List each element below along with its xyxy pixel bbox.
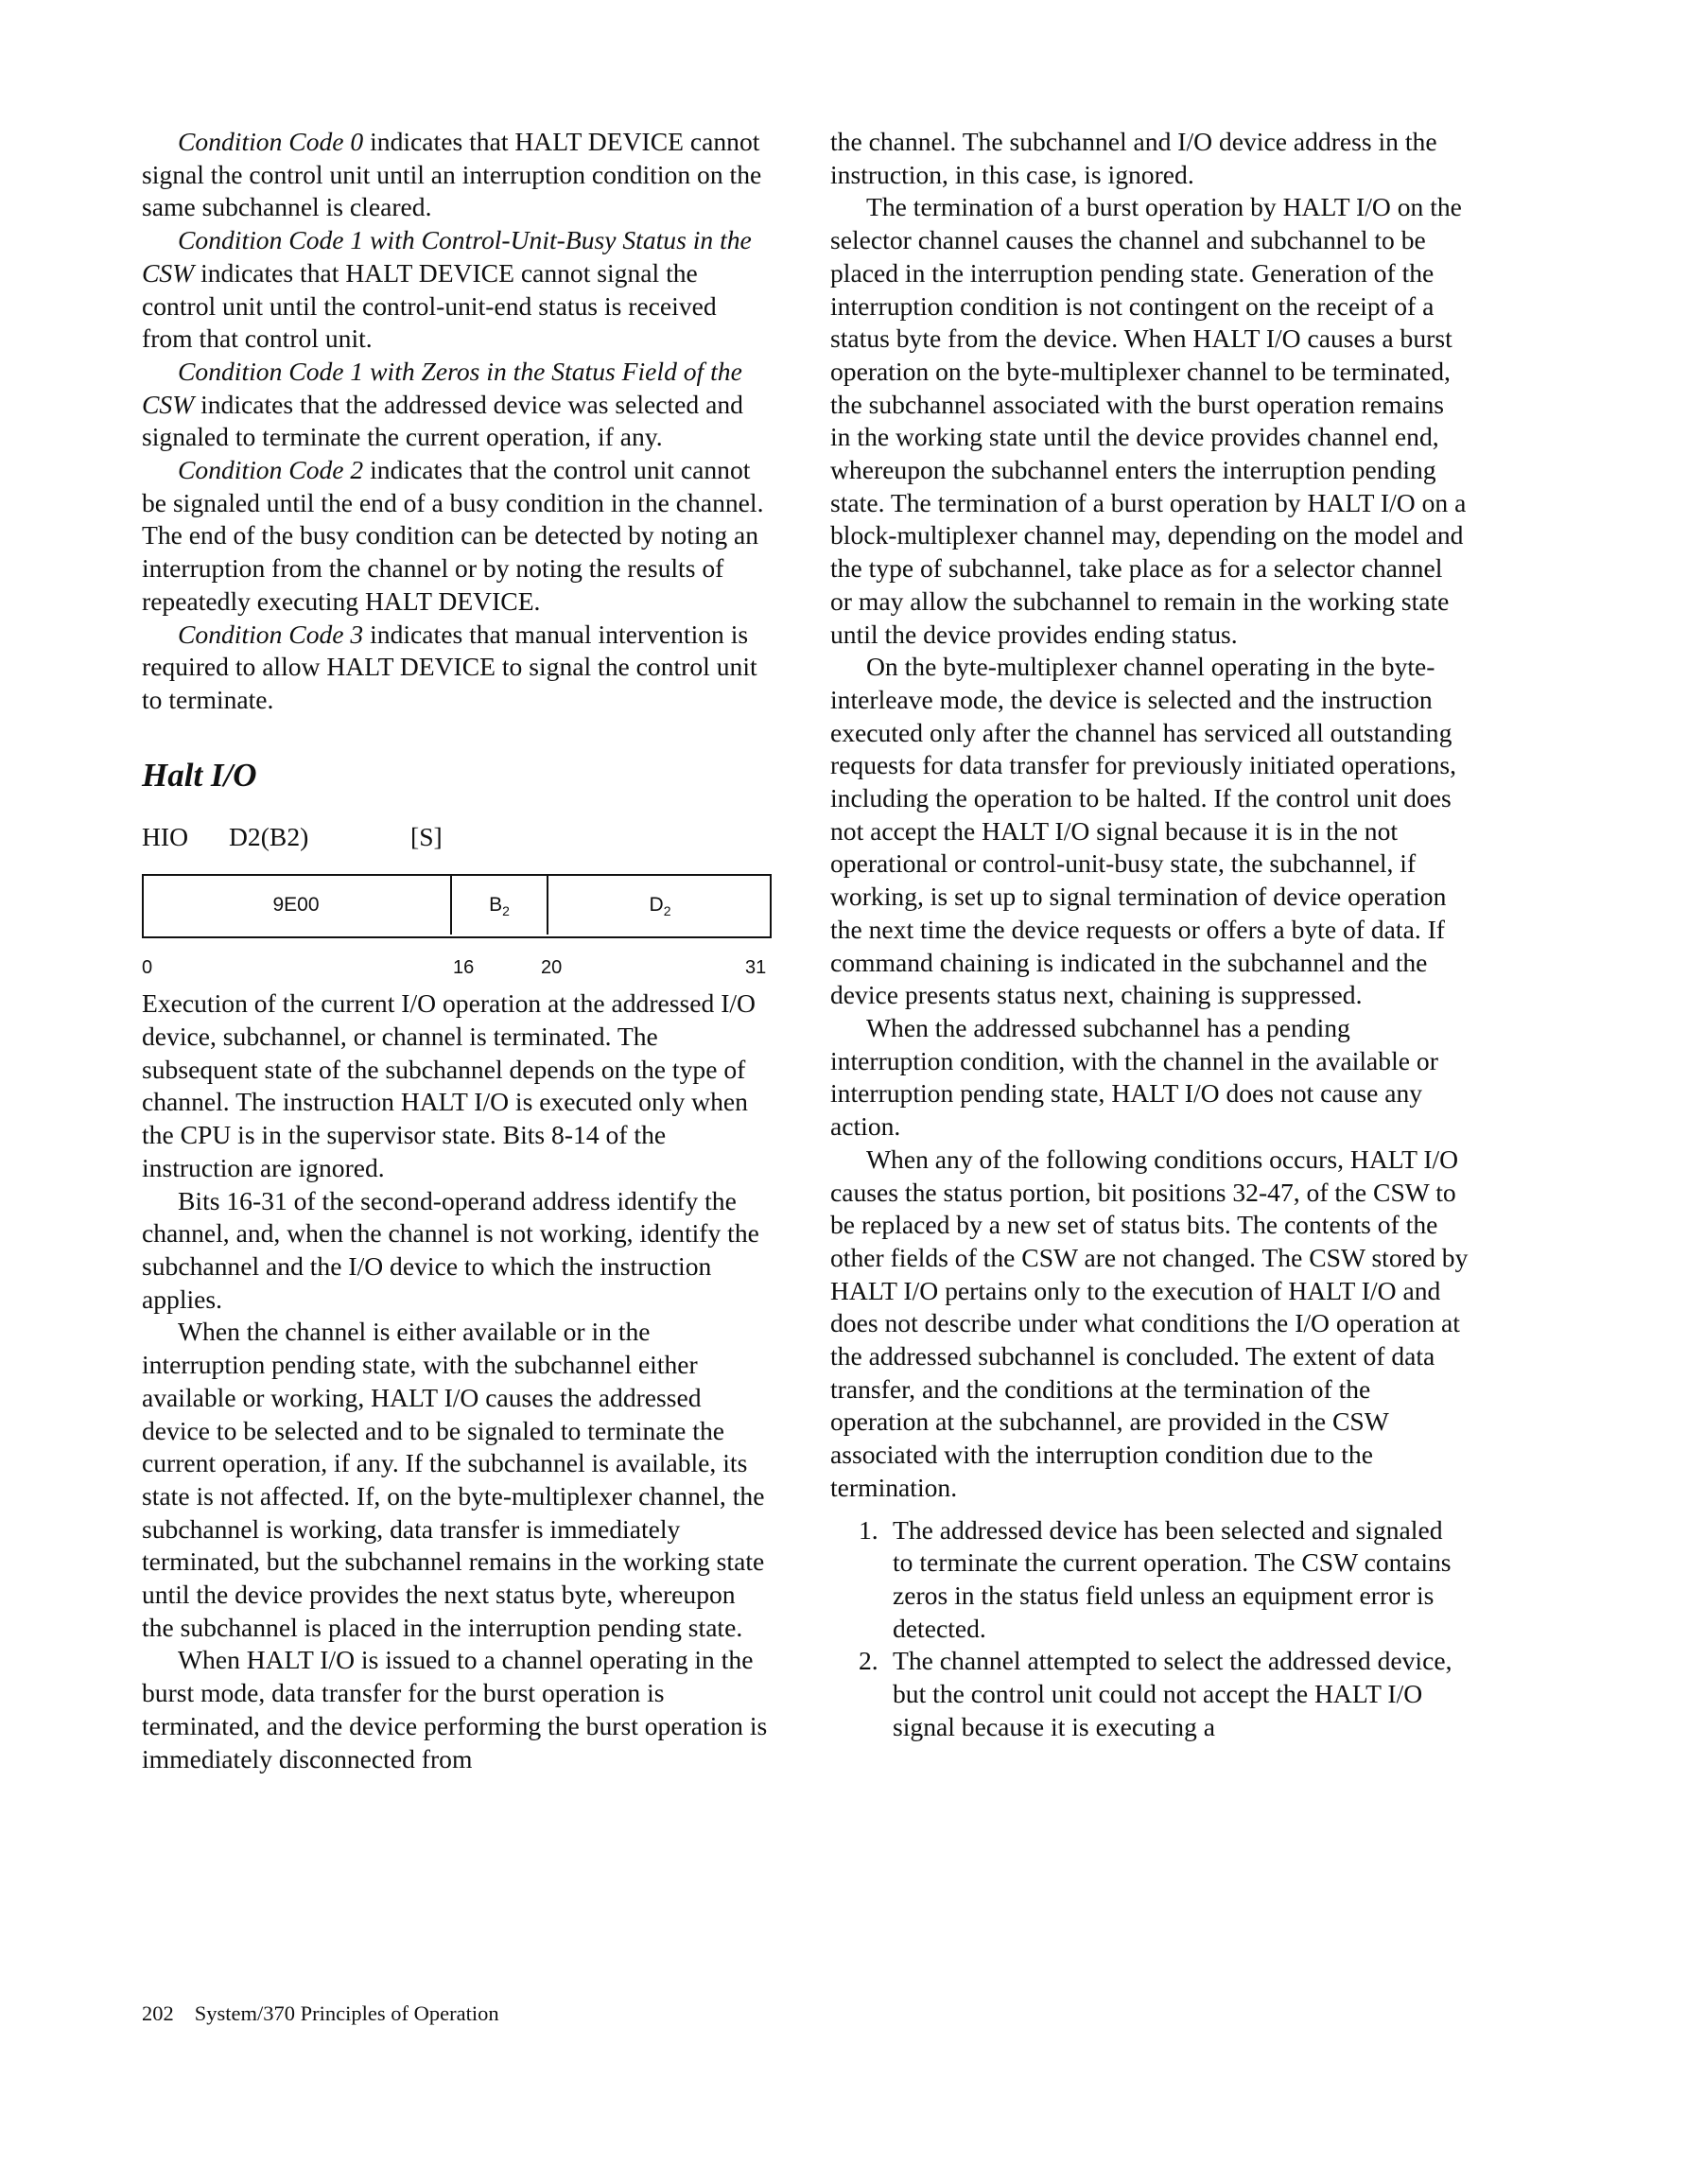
bit-label-0: 0 xyxy=(142,957,153,979)
right-column xyxy=(830,126,1469,1743)
status-conditions-paragraph: When any of the following conditions occurs, HALT I/O causes the status portion, bit positions 32-47, of the CSW to be replaced by a new set of status bits. The contents of the other fields of the CSW are not changed. The CSW stored by HALT I/O pertains only to the execution of HALT I/O and does not describe under what conditions the I/O operation at the addressed subchannel is concluded. The extent of data transfer, and the conditions at the termination of the operation at the subchannel, are provided in the CSW associated with the interruption condition due to the termination. xyxy=(830,1144,1469,1502)
cc3-text: indicates that manual intervention is required to allow HALT DEVICE to signal the control unit to terminate. xyxy=(142,619,757,714)
format-b2-field xyxy=(452,889,547,928)
b2-letter: B xyxy=(489,894,503,917)
cc1-zeros-lead: Condition Code 1 with Zeros in the Status Field of the CSW xyxy=(142,356,742,419)
cc3-lead: Condition Code 3 xyxy=(178,619,364,649)
list-item-text: The addressed device has been selected and signaled to terminate the current operation. The CSW contains zeros in the status field unless an equipment error is detected. xyxy=(893,1514,1452,1643)
format-d2-field xyxy=(548,889,772,928)
bit-label-31: 31 xyxy=(745,957,767,979)
cc2-text: indicates that the control unit cannot be signaled until the end of a busy condition in the channel. The end of the busy condition can be detected by noting an interruption from the channel or by noting the results of repeatedly executing HALT DEVICE. xyxy=(142,455,764,616)
list-item-text: The channel attempted to select the addressed device, but the control unit could not accept the HALT I/O signal because it is executing a xyxy=(893,1646,1452,1741)
bits-paragraph: Bits 16-31 of the second-operand address identify the channel, and, when the channel is not working, identify the subchannel and the I/O device to which the instruction applies. xyxy=(142,1185,759,1314)
syntax-operand: D2(B2) xyxy=(229,821,309,851)
footer-title: System/370 Principles of Operation xyxy=(194,2001,499,2025)
page-footer xyxy=(142,2001,520,2026)
channel-available-paragraph: When the channel is either available or in the interruption pending state, with the subchannel either available or working, HALT I/O causes the addressed device to be selected and to be signaled to terminate the current operation, if any. If the subchannel is available, its state is not affected. If, on the byte-multiplexer channel, the subchannel is working, data transfer is immediately terminated, but the subchannel remains in the working state until the device provides the next status byte, whereupon the subchannel is placed in the interruption pending state. xyxy=(142,1317,765,1642)
cc0-paragraph xyxy=(142,126,774,224)
cc1-busy-text: indicates that HALT DEVICE cannot signal the control unit until the control-unit-end status is received from that control unit. xyxy=(142,257,717,354)
continued-paragraph: the channel. The subchannel and I/O device address in the instruction, in this case, is ignored. xyxy=(830,127,1437,189)
byte-interleave-paragraph: On the byte-multiplexer channel operating in the byte-interleave mode, the device is selected and the instruction executed only after the channel has serviced all outstanding requests for data transfer for previously initiated operations, including the operation to be halted. If the control unit does not accept the HALT I/O signal because it is in the not operational or control-unit-busy state, the subchannel, if working, is set up to signal termination of device operation the next time the device requests or offers a byte of data. If command chaining is indicated in the subchannel and the device presents status next, chaining is suppressed. xyxy=(830,652,1457,1010)
conditions-list xyxy=(830,1514,1469,1744)
burst-mode-paragraph: When HALT I/O is issued to a channel operating in the burst mode, data transfer for the burst operation is terminated, and the device performing the burst operation is immediately disconnected from xyxy=(142,1645,768,1773)
cc0-lead: Condition Code 0 xyxy=(178,127,364,156)
burst-termination-paragraph: The termination of a burst operation by HALT I/O on the selector channel causes the channel and subchannel to be placed in the interruption pending state. Generation of the interruption condition is not contingent on the receipt of a status byte from the device. When HALT I/O causes a burst operation on the byte-multiplexer channel to be terminated, the subchannel associated with the burst operation remains in the working state until the device provides channel end, whereupon the subchannel enters the interruption pending state. The termination of a burst operation by HALT I/O on a block-multiplexer channel may, depending on the model and the type of subchannel, take place as for a selector channel or may allow the subchannel to remain in the working state until the device provides ending status. xyxy=(830,192,1467,649)
page-number: 202 xyxy=(142,2001,174,2025)
cc2-lead: Condition Code 2 xyxy=(178,455,364,485)
pending-interruption-paragraph: When the addressed subchannel has a pending interruption condition, with the channel in the available or interruption pending state, HALT I/O does not cause any action. xyxy=(830,1012,1438,1142)
left-column xyxy=(142,126,774,1775)
bit-label-20: 20 xyxy=(541,957,563,979)
bit-label-16: 16 xyxy=(453,957,475,979)
cc0-text: indicates that HALT DEVICE cannot signal the control unit until an interruption condition on the same subchannel is cleared. xyxy=(142,127,762,222)
cc2-paragraph xyxy=(142,454,774,619)
section-heading: Halt I/O xyxy=(142,756,257,794)
syntax-flag: [S] xyxy=(410,821,443,851)
syntax-mnemonic: HIO xyxy=(142,821,189,851)
list-item-number: 2. xyxy=(859,1646,878,1676)
format-opcode-field: 9E00 xyxy=(272,894,320,917)
cc1-zeros-paragraph xyxy=(142,356,774,454)
execution-paragraph: Execution of the current I/O operation at the addressed I/O device, subchannel, or channel is terminated. The subsequent state of the subchannel depends on the type of channel. The instruction HALT I/O is executed only when the CPU is in the supervisor state. Bits 8-14 of the instruction are ignored. xyxy=(142,988,756,1182)
d2-subscript: 2 xyxy=(663,903,671,919)
list-item xyxy=(830,1645,1469,1743)
cc1-busy-paragraph xyxy=(142,224,774,356)
cc3-paragraph xyxy=(142,619,774,717)
b2-subscript: 2 xyxy=(502,903,510,919)
list-item xyxy=(830,1514,1469,1646)
cc1-busy-lead: Condition Code 1 with Control-Unit-Busy Status in the CSW xyxy=(142,225,752,288)
instruction-format-diagram xyxy=(142,874,772,979)
cc1-zeros-text: indicates that the addressed device was selected and signaled to terminate the current operation, if any. xyxy=(142,389,743,452)
list-item-number: 1. xyxy=(859,1514,878,1545)
d2-letter: D xyxy=(649,894,664,917)
instruction-syntax xyxy=(142,821,774,854)
